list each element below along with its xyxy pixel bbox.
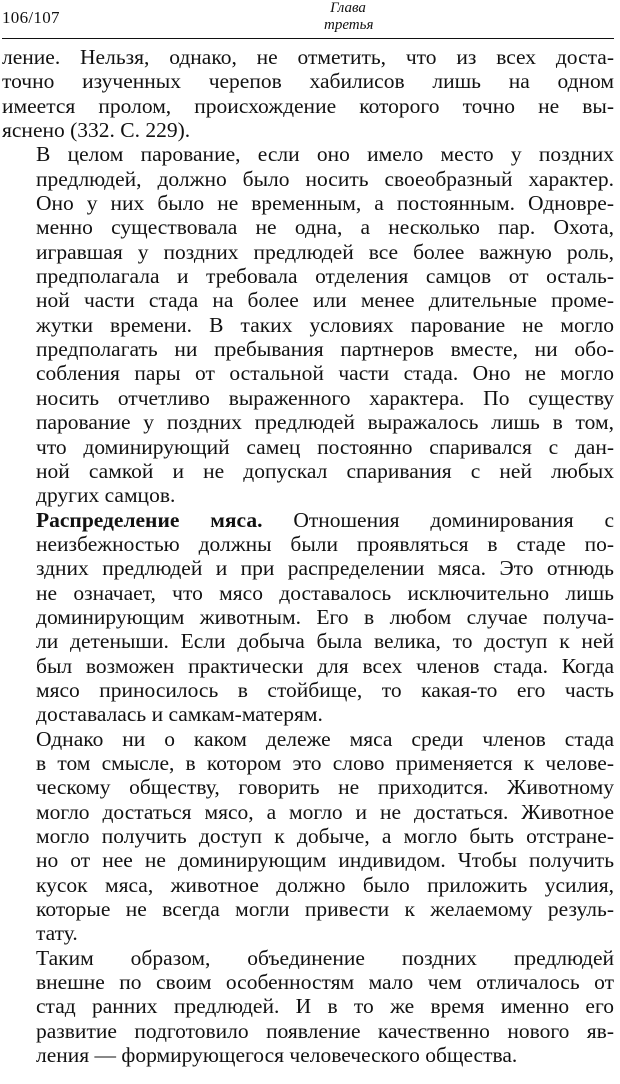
text-line: В целом парование, если оно имело место у поздних bbox=[36, 142, 614, 167]
text-line: парование у поздних предлюдей выражалось лишь в том, bbox=[36, 410, 614, 435]
text-line: Однако ни о каком дележе мяса среди членов стада bbox=[36, 726, 614, 751]
text-line: что доминирующий самец постоянно спаривался с дан- bbox=[36, 434, 614, 459]
text-line: мясо приносилось в стойбище, то какая-то его часть bbox=[36, 677, 614, 702]
text-line: предполагать ни пребывания партнеров вместе, ни обо- bbox=[36, 337, 614, 362]
text-line: ной части стада на более или менее длительные проме- bbox=[36, 288, 614, 313]
running-header bbox=[2, 0, 614, 39]
chapter-word: Глава bbox=[330, 0, 366, 16]
chapter-number: третья bbox=[324, 17, 374, 33]
text-line: которые не всегда могли привести к желаемому резуль- bbox=[36, 897, 614, 922]
text-line: неизбежностью должны были проявляться в стаде по- bbox=[36, 531, 614, 556]
text-line: ли детеныши. Если добыча была велика, то доступ к ней bbox=[36, 629, 614, 654]
text-line: доставалась и самкам-матерям. bbox=[36, 702, 323, 727]
text-line: тату. bbox=[36, 921, 78, 946]
text-line: в том смысле, в котором это слово применяется к челове- bbox=[36, 750, 614, 775]
paragraph bbox=[2, 727, 614, 946]
text-line: точно изученных черепов хабилисов лишь на одном bbox=[2, 69, 614, 94]
text-line bbox=[2, 508, 614, 532]
text-line: жутки времени. В таких условиях парование не могло bbox=[36, 312, 614, 337]
paragraph bbox=[2, 142, 614, 507]
paragraph bbox=[2, 508, 614, 727]
paragraph bbox=[2, 946, 614, 1068]
text-line: кусок мяса, животное должно было приложить усилия, bbox=[36, 872, 614, 897]
text-line: предлюдей, должно было носить своеобразный характер. bbox=[36, 166, 614, 191]
chapter-label bbox=[324, 0, 372, 34]
text-line: имеется пролом, происхождение которого точно не вы- bbox=[2, 93, 614, 118]
text-line: ческому обществу, говорить не приходится. Животному bbox=[36, 775, 614, 800]
text-line: собления пары от остальной части стада. Оно не могло bbox=[36, 361, 614, 386]
text-line-rest: Отношения доминирования с bbox=[262, 507, 614, 532]
text-line: Оно у них было не временным, а постоянным. Одновре- bbox=[36, 191, 614, 216]
text-line: доминирующим животным. Его в любом случае получа- bbox=[36, 604, 614, 629]
text-line: яснено (332. С. 229). bbox=[2, 118, 191, 143]
text-line: игравшая у поздних предлюдей все более важную роль, bbox=[36, 239, 614, 264]
text-line: других самцов. bbox=[36, 483, 176, 508]
text-line: не означает, что мясо доставалось исключительно лишь bbox=[36, 580, 614, 605]
text-line: могло достаться мясо, а могло и не достаться. Животное bbox=[36, 799, 614, 824]
text-line: внешне по своим особенностям мало чем отличалось от bbox=[36, 970, 614, 995]
text-line: ной самкой и не допускал спаривания с ней любых bbox=[36, 458, 614, 483]
text-line: ления — формирующегося человеческого общества. bbox=[36, 1043, 518, 1068]
text-line: Таким образом, объединение поздних предлюдей bbox=[36, 945, 614, 970]
text-line: ление. Нельзя, однако, не отметить, что из всех доста- bbox=[2, 45, 614, 69]
text-line: но от нее не доминирующим индивидом. Чтобы получить bbox=[36, 848, 614, 873]
text-line: предполагала и требовала отделения самцов от осталь- bbox=[36, 264, 614, 289]
text-line: носить отчетливо выраженного характера. По существу bbox=[36, 385, 614, 410]
body-text bbox=[2, 45, 614, 1067]
text-line: могло получить доступ к добыче, а могло быть отстране- bbox=[36, 824, 614, 848]
text-line: был возможен практически для всех членов стада. Когда bbox=[36, 653, 614, 678]
text-line: стад ранних предлюдей. И в то же время именно его bbox=[36, 994, 614, 1019]
text-line: менно существовала не одна, а несколько пар. Охота, bbox=[36, 215, 614, 240]
text-line: здних предлюдей и при распределении мяса. Это отнюдь bbox=[36, 556, 614, 581]
page-numbers: 106/107 bbox=[2, 8, 60, 27]
section-run-in-heading: Распределение мяса. bbox=[36, 507, 263, 532]
text-line: развитие подготовило появление качественно нового яв- bbox=[36, 1018, 614, 1043]
paragraph bbox=[2, 45, 614, 142]
